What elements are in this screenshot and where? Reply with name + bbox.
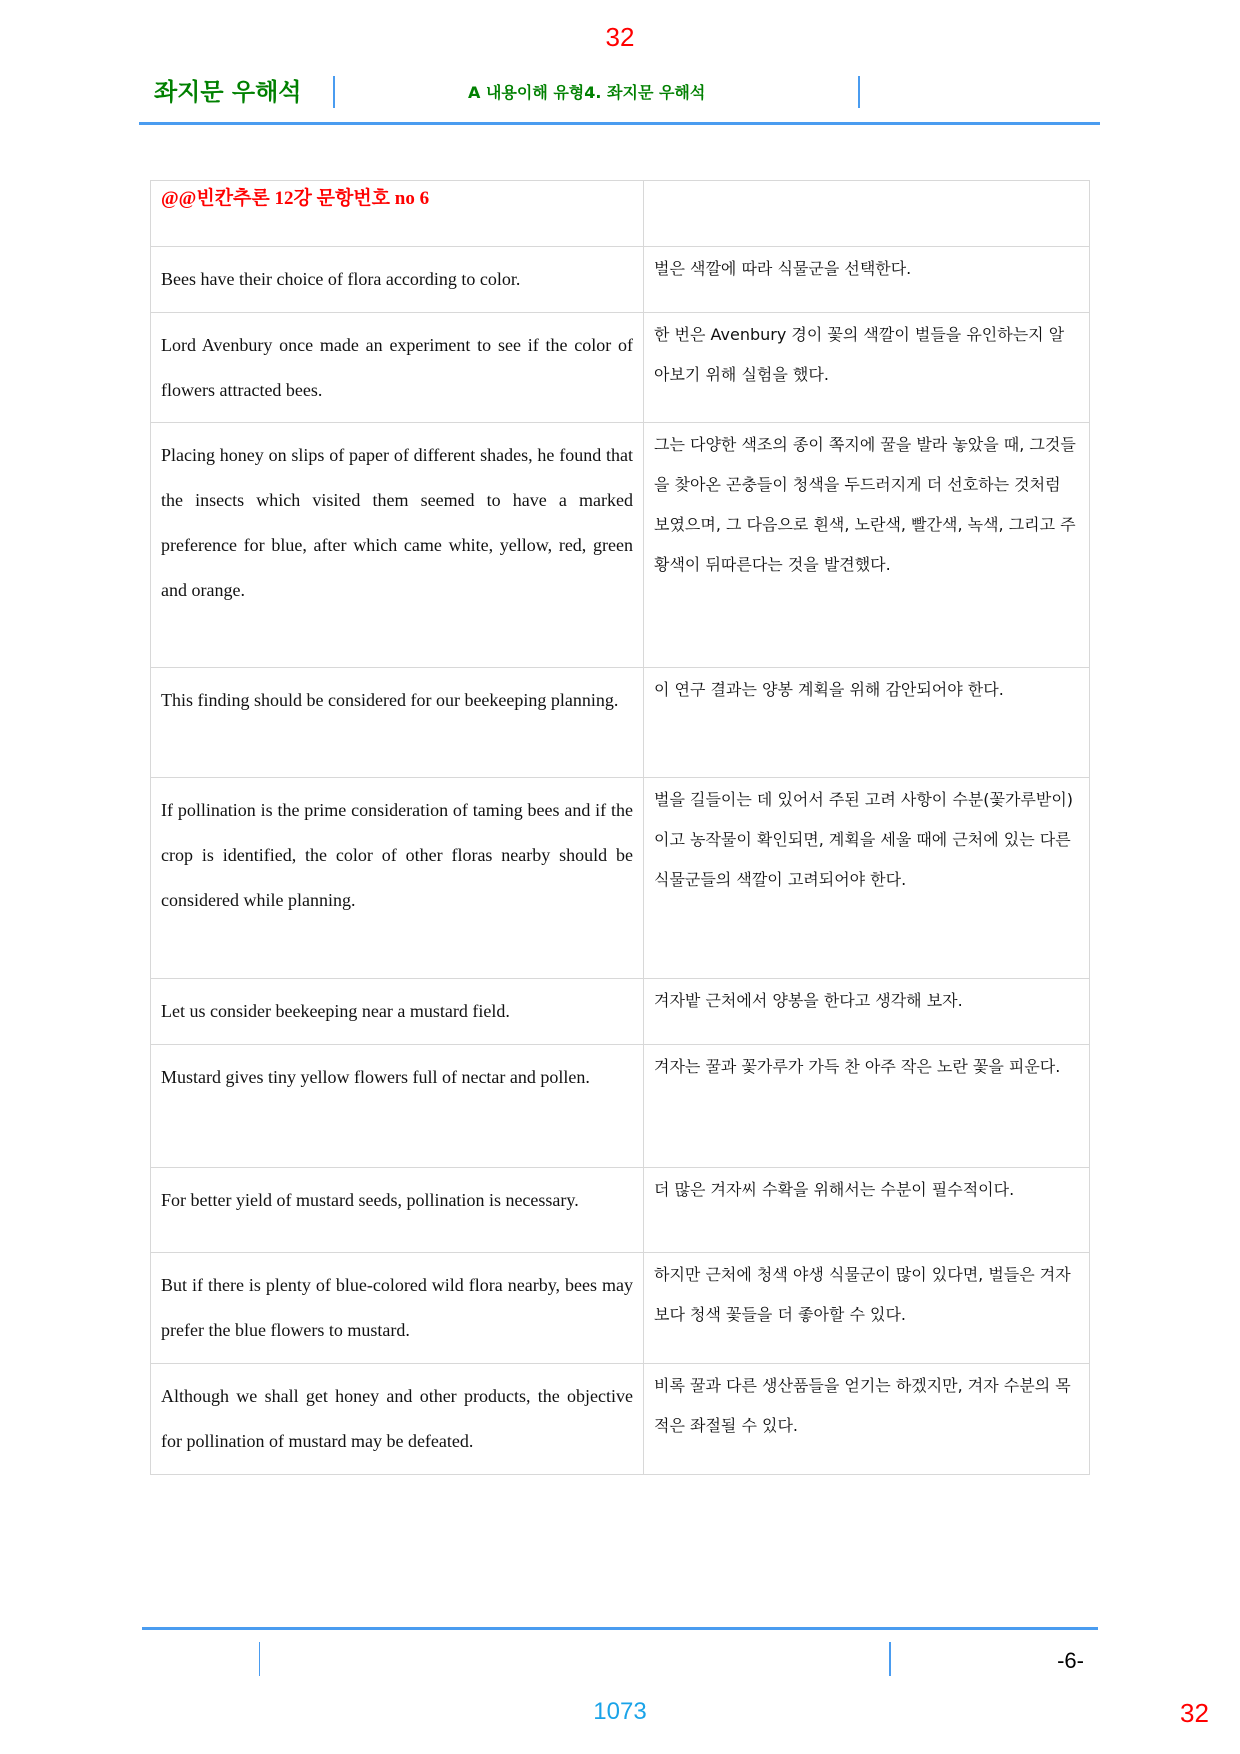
footer-divider bbox=[259, 1642, 260, 1676]
table-row bbox=[151, 1045, 1090, 1168]
table-row bbox=[151, 1364, 1090, 1475]
korean-translation: 비록 꿀과 다른 생산품들을 얻기는 하겠지만, 겨자 수분의 목적은 좌절될 수 있다. bbox=[644, 1364, 1090, 1475]
header-title: 좌지문 우해석 bbox=[154, 78, 302, 106]
english-sentence: Bees have their choice of flora according to color. bbox=[151, 247, 644, 313]
footer-rule bbox=[142, 1627, 1098, 1630]
table-row bbox=[151, 423, 1090, 668]
header-divider bbox=[333, 76, 335, 108]
corner-page-number: 32 bbox=[1180, 1698, 1209, 1728]
english-sentence: Placing honey on slips of paper of different shades, he found that the insects which visited them seemed to have a marked preference for blue, after which came white, yellow, red, green and orange. bbox=[151, 423, 644, 668]
lesson-heading: @@빈칸추론 12강 문항번호 no 6 bbox=[151, 181, 644, 247]
top-page-number: 32 bbox=[605, 22, 635, 52]
korean-translation: 겨자밭 근처에서 양봉을 한다고 생각해 보자. bbox=[644, 979, 1090, 1045]
table-row bbox=[151, 1253, 1090, 1364]
table-header-row bbox=[151, 181, 1090, 247]
header-rule bbox=[139, 122, 1100, 125]
english-sentence: Lord Avenbury once made an experiment to see if the color of flowers attracted bees. bbox=[151, 313, 644, 423]
korean-translation: 더 많은 겨자씨 수확을 위해서는 수분이 필수적이다. bbox=[644, 1168, 1090, 1253]
korean-translation: 그는 다양한 색조의 종이 쪽지에 꿀을 발라 놓았을 때, 그것들을 찾아온 곤충들이 청색을 두드러지게 더 선호하는 것처럼 보였으며, 그 다음으로 흰색, 노란색, 빨간색, 녹색, 그리고 주황색이 뒤따른다는 것을 발견했다. bbox=[644, 423, 1090, 668]
korean-translation: 이 연구 결과는 양봉 계획을 위해 감안되어야 한다. bbox=[644, 668, 1090, 778]
header-divider bbox=[858, 76, 860, 108]
english-sentence: For better yield of mustard seeds, pollination is necessary. bbox=[151, 1168, 644, 1253]
korean-translation: 하지만 근처에 청색 야생 식물군이 많이 있다면, 벌들은 겨자보다 청색 꽃들을 더 좋아할 수 있다. bbox=[644, 1253, 1090, 1364]
korean-translation: 겨자는 꿀과 꽃가루가 가득 찬 아주 작은 노란 꽃을 피운다. bbox=[644, 1045, 1090, 1168]
footer-page-label: -6- bbox=[1057, 1648, 1084, 1673]
korean-translation: 벌은 색깔에 따라 식물군을 선택한다. bbox=[644, 247, 1090, 313]
table-row bbox=[151, 979, 1090, 1045]
english-sentence: Mustard gives tiny yellow flowers full of nectar and pollen. bbox=[151, 1045, 644, 1168]
table-row bbox=[151, 247, 1090, 313]
korean-translation: 벌을 길들이는 데 있어서 주된 고려 사항이 수분(꽃가루받이)이고 농작물이 확인되면, 계획을 세울 때에 근처에 있는 다른 식물군들의 색깔이 고려되어야 한다. bbox=[644, 778, 1090, 979]
footer-divider bbox=[889, 1642, 891, 1676]
english-sentence: If pollination is the prime consideration of taming bees and if the crop is identified, the color of other floras nearby should be considered while planning. bbox=[151, 778, 644, 979]
table-row bbox=[151, 778, 1090, 979]
table-row bbox=[151, 313, 1090, 423]
english-sentence: Although we shall get honey and other products, the objective for pollination of mustard may be defeated. bbox=[151, 1364, 644, 1475]
english-sentence: Let us consider beekeeping near a mustard field. bbox=[151, 979, 644, 1045]
table-row bbox=[151, 668, 1090, 778]
footer-total: 1073 bbox=[593, 1698, 647, 1725]
header-subtitle: A 내용이해 유형4. 좌지문 우해석 bbox=[468, 83, 706, 102]
korean-translation: 한 번은 Avenbury 경이 꽃의 색깔이 벌들을 유인하는지 알아보기 위해 실험을 했다. bbox=[644, 313, 1090, 423]
table-row bbox=[151, 1168, 1090, 1253]
english-sentence: But if there is plenty of blue-colored wild flora nearby, bees may prefer the blue flowers to mustard. bbox=[151, 1253, 644, 1364]
english-sentence: This finding should be considered for our beekeeping planning. bbox=[151, 668, 644, 778]
translation-table bbox=[150, 180, 1090, 1475]
